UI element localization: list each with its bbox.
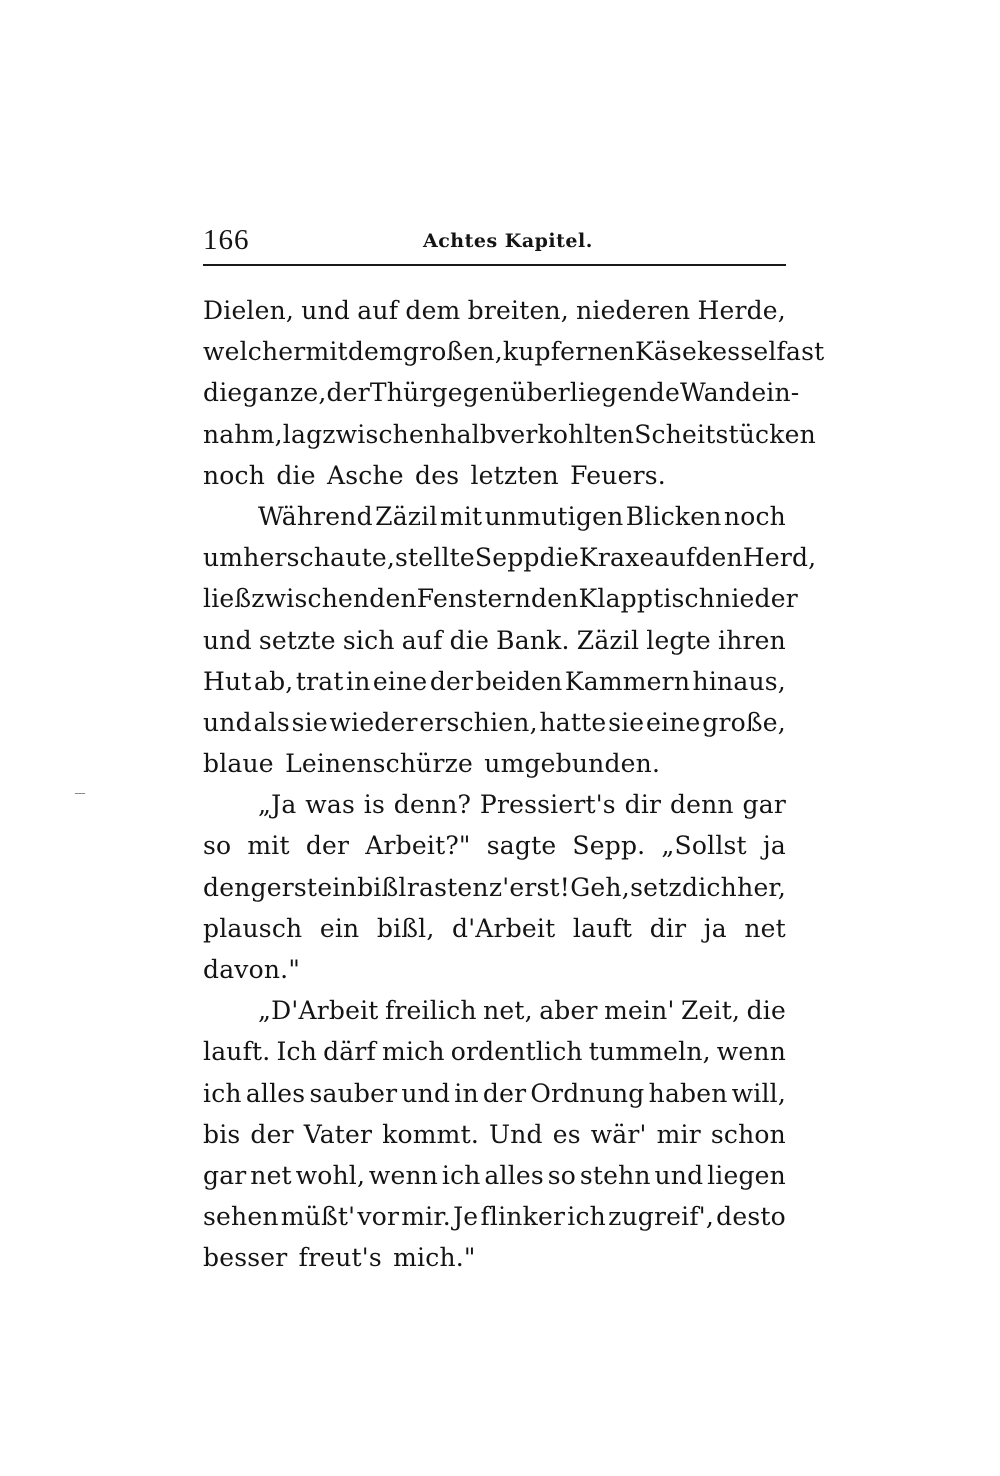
word: legte <box>646 625 711 655</box>
page-header <box>203 222 786 266</box>
word: Scheitstücken <box>634 419 816 449</box>
word: letzten <box>470 460 559 490</box>
word: haben <box>648 1078 728 1108</box>
word: eine <box>646 707 701 737</box>
word: fast <box>776 337 825 367</box>
word: net <box>744 913 786 943</box>
word: sie <box>291 707 328 737</box>
word: müßt' <box>280 1202 356 1232</box>
paragraph <box>203 290 825 496</box>
word: Blicken <box>625 501 722 531</box>
word: wieder <box>329 707 418 737</box>
word: Vater <box>303 1119 373 1149</box>
word: beiden <box>475 666 563 696</box>
word: noch <box>723 501 786 531</box>
word: große, <box>702 707 786 737</box>
word: ein <box>317 872 357 902</box>
word: Hut <box>203 666 252 696</box>
word: will, <box>731 1078 786 1108</box>
word: Leinenschürze <box>285 749 474 779</box>
word: Kammern <box>564 666 691 696</box>
word: die <box>449 625 490 655</box>
text-line <box>203 908 786 949</box>
word: Ordnung <box>530 1078 645 1108</box>
word: ein <box>319 913 360 943</box>
text-line <box>203 825 786 866</box>
word: stehn <box>579 1160 651 1190</box>
word: auf <box>357 296 399 325</box>
text-line <box>203 331 825 372</box>
word: der <box>305 831 350 861</box>
word: ab, <box>253 666 294 696</box>
word: dich <box>682 872 737 902</box>
word: dem <box>347 337 403 367</box>
text-line <box>203 1237 786 1278</box>
text-line <box>203 414 816 455</box>
word: denn <box>669 790 734 820</box>
word: so <box>203 831 232 861</box>
text-line <box>203 290 786 331</box>
margin-mark <box>75 793 85 794</box>
text-line <box>203 1155 786 1196</box>
word: so <box>547 1160 577 1190</box>
word: Pressiert's <box>479 790 616 820</box>
word: dir <box>624 790 662 820</box>
word: Fenstern <box>416 584 531 614</box>
word: mit <box>247 831 290 861</box>
word: sehen <box>203 1202 279 1232</box>
word: ganze, <box>242 378 327 408</box>
word: Klapptisch <box>578 584 716 614</box>
word: Dielen, <box>203 296 295 325</box>
word: schon <box>710 1119 786 1149</box>
paragraph <box>203 784 786 990</box>
word: ein- <box>751 378 800 408</box>
word: davon." <box>203 955 301 984</box>
word: bis <box>203 1119 241 1149</box>
text-line <box>203 949 786 990</box>
text-line <box>203 1196 786 1237</box>
text-line <box>203 1114 786 1155</box>
word: breiten, <box>467 296 569 325</box>
word: auf <box>654 543 696 573</box>
word: Zäzil <box>576 625 640 655</box>
word: und <box>203 625 252 655</box>
word: aber <box>539 996 598 1026</box>
word: Herd, <box>742 543 817 573</box>
text-line <box>203 455 786 496</box>
word: die <box>276 460 316 490</box>
word: zwischen <box>322 419 441 449</box>
word: nieder <box>715 584 798 614</box>
word: mit <box>439 501 483 531</box>
word: dem <box>405 296 461 325</box>
word: „D'Arbeit <box>258 996 379 1026</box>
word: ja <box>703 913 727 943</box>
word: Sepp. <box>572 831 646 861</box>
word: mir <box>656 1119 701 1149</box>
word: die <box>203 378 243 408</box>
word: Asche <box>326 460 404 490</box>
text-line <box>203 496 786 537</box>
word: setzte <box>258 625 336 655</box>
word: ich <box>203 1078 242 1108</box>
word: d'Arbeit <box>452 913 556 943</box>
word: Je <box>453 1202 479 1232</box>
word: därf <box>323 1037 377 1067</box>
word: Zeit, <box>680 996 741 1026</box>
word: sauber <box>309 1078 398 1108</box>
word: in <box>454 1078 479 1108</box>
word: wär' <box>590 1119 647 1149</box>
text-line <box>203 578 798 619</box>
word: liegen <box>707 1160 786 1190</box>
word: wenn <box>368 1160 439 1190</box>
word: Thür <box>369 378 432 408</box>
word: Ich <box>276 1037 318 1067</box>
word: alles <box>484 1160 544 1190</box>
word: Kraxe <box>579 543 655 573</box>
text-line <box>203 784 786 825</box>
word: besser <box>203 1243 288 1273</box>
word: die <box>539 543 580 573</box>
word: „Sollst <box>661 831 747 861</box>
running-head: Achtes Kapitel. <box>423 230 593 252</box>
word: wohl, <box>295 1160 366 1190</box>
word: den <box>369 584 417 614</box>
word: ich <box>567 1202 606 1232</box>
word: ja <box>762 831 786 861</box>
text-line <box>203 1073 786 1114</box>
word: zwischen <box>251 584 370 614</box>
word: Und <box>488 1119 543 1149</box>
word: unmutigen <box>484 501 624 531</box>
word: der <box>250 1119 294 1149</box>
text-line <box>203 990 786 1031</box>
word: die <box>746 996 786 1026</box>
word: Zäzil <box>375 501 438 531</box>
word: her, <box>737 872 786 902</box>
word: zugreif', <box>608 1202 714 1232</box>
word: ließ <box>203 584 252 614</box>
word: sie <box>608 707 645 737</box>
text-line <box>203 743 786 784</box>
word: is <box>363 790 385 820</box>
word: in <box>346 666 371 696</box>
word: den <box>695 543 743 573</box>
word: dengerst <box>203 872 318 902</box>
word: was <box>305 790 355 820</box>
word: rasten <box>406 872 489 902</box>
body-text <box>203 290 825 1279</box>
word: wenn <box>716 1037 786 1067</box>
word: z'erst! <box>488 872 571 902</box>
word: auf <box>401 625 443 655</box>
text-line <box>203 620 786 661</box>
word: gegenüberliegende <box>431 378 680 408</box>
word: net, <box>483 996 533 1026</box>
word: der <box>429 666 474 696</box>
word: der <box>326 378 370 408</box>
word: der <box>482 1078 527 1108</box>
word: es <box>552 1119 581 1149</box>
word: dir <box>649 913 687 943</box>
word: großen, <box>402 337 503 367</box>
word: und <box>401 1078 451 1108</box>
word: setz <box>630 872 682 902</box>
text-line <box>203 537 817 578</box>
word: net <box>250 1160 292 1190</box>
word: bißl, <box>376 913 435 943</box>
word: lauft. <box>203 1037 271 1067</box>
word: und <box>203 707 252 737</box>
word: „Ja <box>258 790 297 820</box>
word: und <box>654 1160 704 1190</box>
text-line <box>203 702 786 743</box>
word: hinaus, <box>692 666 786 696</box>
word: Feuers. <box>570 460 666 490</box>
text-line <box>203 1031 786 1072</box>
word: sich <box>342 625 395 655</box>
page-number: 166 <box>203 224 250 256</box>
word: mein' <box>604 996 675 1026</box>
word: ordentlich <box>450 1037 583 1067</box>
word: ich <box>441 1160 481 1190</box>
word: plausch <box>203 913 303 943</box>
word: flinker <box>480 1202 566 1232</box>
word: und <box>301 296 351 325</box>
word: hatte <box>539 707 607 737</box>
word: umgebunden. <box>484 749 661 779</box>
word: freilich <box>384 996 477 1026</box>
text-line <box>203 661 786 702</box>
word: Während <box>258 501 373 531</box>
text-line <box>203 372 800 413</box>
word: des <box>415 460 460 490</box>
word: stellte <box>394 543 475 573</box>
word: Wand <box>679 378 752 408</box>
word: Arbeit?" <box>365 831 471 861</box>
word: Sepp <box>474 543 540 573</box>
word: tummeln, <box>588 1037 711 1067</box>
text-line <box>203 867 786 908</box>
word: Geh, <box>570 872 630 902</box>
word: welcher <box>203 337 306 367</box>
word: denn? <box>393 790 472 820</box>
word: noch <box>203 460 266 490</box>
header-rule <box>203 264 786 266</box>
word: gar <box>742 790 786 820</box>
word: trat <box>295 666 344 696</box>
word: bißl <box>357 872 407 902</box>
word: halbverkohlten <box>440 419 635 449</box>
word: den <box>531 584 579 614</box>
word: nahm, <box>203 419 283 449</box>
word: umherschaute, <box>203 543 395 573</box>
paragraph <box>203 496 817 784</box>
word: kommt. <box>382 1119 479 1149</box>
word: lag <box>282 419 323 449</box>
word: mich <box>382 1037 445 1067</box>
word: erschien, <box>419 707 538 737</box>
word: freut's <box>298 1243 382 1273</box>
word: lauft <box>572 913 633 943</box>
word: blaue <box>203 749 274 779</box>
word: Herde, <box>697 296 786 325</box>
word: mit <box>305 337 348 367</box>
word: als <box>253 707 290 737</box>
word: vor <box>357 1202 400 1232</box>
paragraph <box>203 990 786 1278</box>
word: sagte <box>486 831 557 861</box>
word: ihren <box>718 625 786 655</box>
word: desto <box>716 1202 786 1232</box>
word: alles <box>245 1078 306 1108</box>
word: Bank. <box>496 625 570 655</box>
word: gar <box>203 1160 247 1190</box>
word: Käsekessel <box>634 337 777 367</box>
word: mich." <box>393 1243 476 1273</box>
word: niederen <box>576 296 691 325</box>
word: kupfernen <box>502 337 635 367</box>
word: mir. <box>401 1202 451 1232</box>
word: eine <box>372 666 428 696</box>
